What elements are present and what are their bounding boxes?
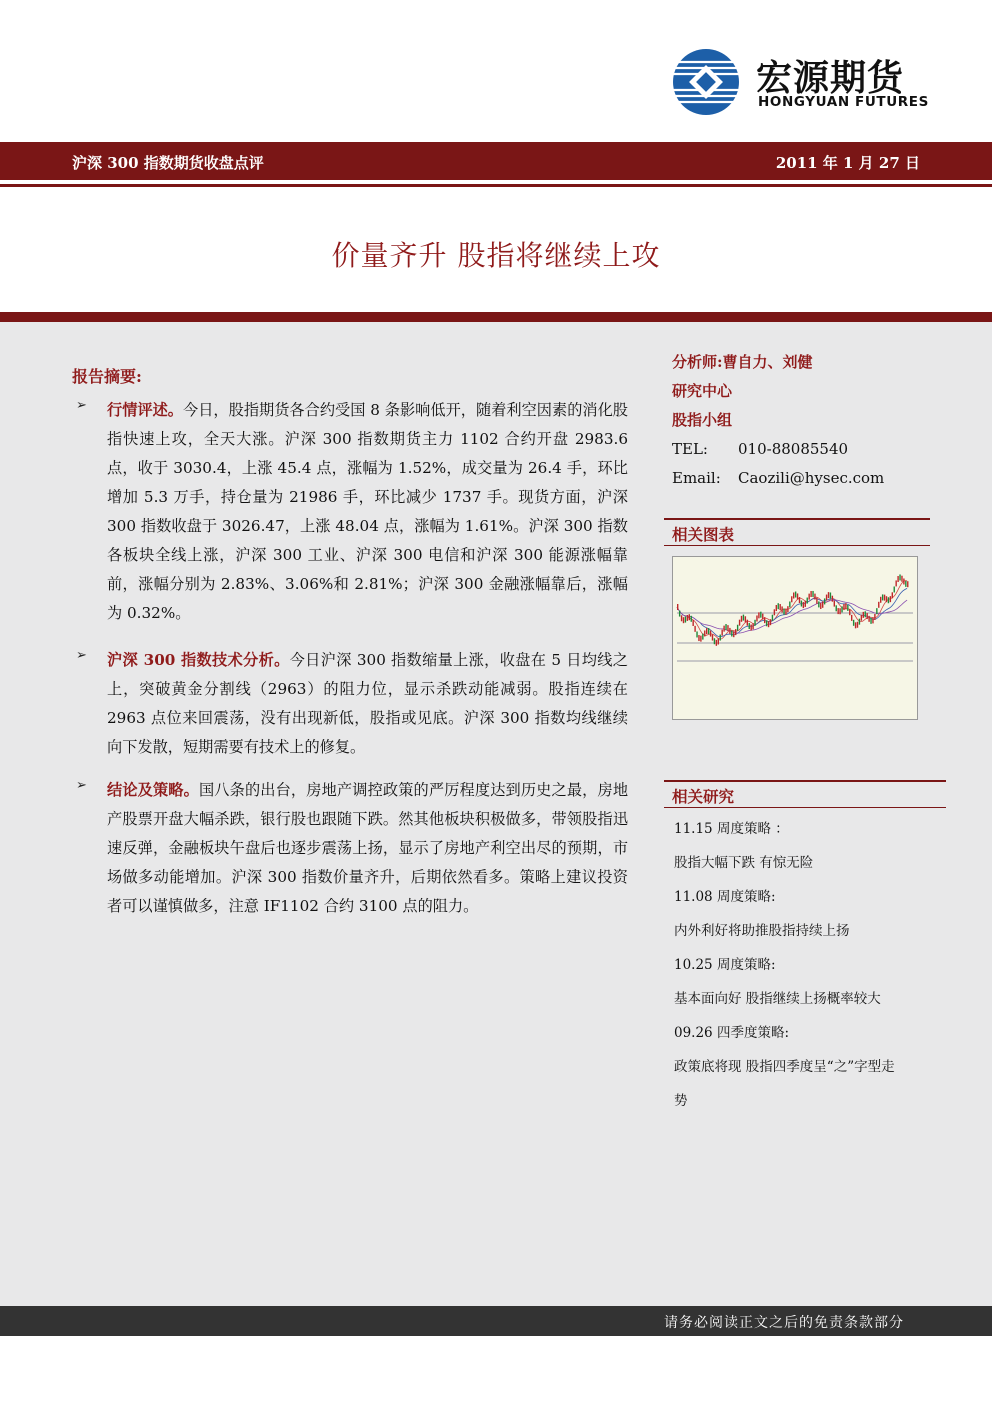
- candlestick: [884, 595, 885, 601]
- candlestick: [795, 592, 796, 598]
- paragraph-body: 今日，股指期货各合约受国 8 条影响低开，随着利空因素的消化股指快速上攻，全天大涨。沪深 300 指数期货主力 1102 合约开盘 2983.6 点，收于 3030.4，上涨 45.4 点，涨幅为 1.52%，成交量为 26.4 手，环比增加 5.3 万手，持仓量为 21986 手，环比减少 1737 手。现货方面，沪深 300 指数收盘于 3026.47，上涨 48.04 点，涨幅为 1.61%。沪深 300 指数各板块全线上涨，沪深 300 工业、沪深 300 电信和沪深 300 能源涨幅靠前，涨幅分别为 2.83%、3.06%和 2.81%；沪深 300 金融涨幅靠后，涨幅为 0.32%。: [107, 401, 628, 622]
- candlestick: [878, 602, 879, 608]
- candlestick: [803, 602, 804, 608]
- candlestick: [768, 621, 769, 627]
- candlestick: [772, 615, 773, 621]
- summary-paragraph-strategy: [76, 776, 628, 921]
- candlestick: [737, 625, 738, 631]
- candlestick: [826, 595, 827, 601]
- candlestick: [888, 597, 889, 603]
- candlestick: [752, 623, 753, 629]
- candlestick: [725, 624, 726, 630]
- candlestick: [727, 625, 728, 631]
- candlestick: [895, 580, 896, 586]
- candlestick: [789, 601, 790, 607]
- tel-label: TEL:: [672, 440, 708, 458]
- candlestick: [805, 601, 806, 607]
- candlestick: [828, 592, 829, 598]
- candlestick: [839, 608, 840, 614]
- content-top-border: [0, 312, 992, 322]
- paragraph-body: 今日沪深 300 指数缩量上涨，收盘在 5 日均线之上，突破黄金分割线（2963）的阻力位，显示杀跌动能减弱。股指连续在 2963 点位来回震荡，没有出现新低，股指或见底。沪深 300 指数均线继续向下发散，短期需要有技术上的修复。: [107, 651, 628, 756]
- summary-paragraph-technical: [76, 646, 628, 762]
- related-research-list: [674, 812, 946, 1118]
- analyst-names: 分析师:曹自力、刘健: [672, 353, 813, 371]
- candlestick: [783, 609, 784, 615]
- candlestick: [808, 594, 809, 600]
- candlestick: [721, 630, 722, 636]
- candlestick: [894, 586, 895, 592]
- summary-paragraph-market: [76, 396, 628, 628]
- candlestick: [874, 614, 875, 620]
- candlestick: [845, 603, 846, 609]
- candlestick: [890, 596, 891, 602]
- page-title: 价量齐升 股指将继续上攻: [331, 239, 661, 272]
- candlestick: [692, 620, 693, 626]
- candlestick: [779, 604, 780, 610]
- candlestick: [868, 616, 869, 622]
- candlestick: [836, 605, 837, 611]
- research-item[interactable]: 09.26 四季度策略:: [674, 1025, 789, 1041]
- candlestick: [735, 629, 736, 635]
- candlestick: [810, 591, 811, 597]
- research-item[interactable]: 股指大幅下跌 有惊无险: [674, 855, 814, 871]
- candlestick: [886, 596, 887, 602]
- candlestick: [743, 615, 744, 621]
- candlestick: [897, 576, 898, 582]
- header-divider: [0, 184, 992, 187]
- paragraph-text: [107, 776, 628, 921]
- candlestick: [750, 625, 751, 631]
- candlestick: [882, 594, 883, 600]
- candlestick: [729, 628, 730, 634]
- email-value[interactable]: Caozili@hysec.com: [738, 469, 885, 487]
- research-item[interactable]: 政策底将现 股指四季度呈“之”字型走: [674, 1059, 895, 1075]
- candlestick: [901, 576, 902, 582]
- research-item[interactable]: 11.08 周度策略:: [674, 889, 776, 905]
- paragraph-lead: 结论及策略。: [107, 781, 199, 799]
- candlestick: [847, 605, 848, 611]
- candlestick: [766, 620, 767, 626]
- candlestick: [872, 617, 873, 623]
- candlestick: [685, 617, 686, 623]
- candlestick: [814, 594, 815, 600]
- candlestick: [907, 581, 908, 587]
- paragraph-text: [107, 646, 628, 762]
- research-item[interactable]: 势: [674, 1093, 688, 1109]
- candlestick: [859, 619, 860, 625]
- candlestick: [739, 620, 740, 626]
- candlestick: [853, 620, 854, 626]
- candlestick: [832, 596, 833, 602]
- bullet-arrow-icon: ➢: [76, 398, 87, 413]
- paragraph-body: 国八条的出台，房地产调控政策的严厉程度达到历史之最，房地产股票开盘大幅杀跌，银行股也跟随下跌。然其他板块积极做多，带领股指迅速反弹，金融板块午盘后也逐步震荡上扬，显示了房地产利空出尽的预期，市场做多动能增加。沪深 300 指数价量齐升，后期依然看多。策略上建议投资者可以谨慎做多，注意 IF1102 合约 3100 点的阻力。: [107, 781, 629, 915]
- candlestick: [723, 626, 724, 632]
- candlestick: [818, 601, 819, 607]
- analyst-dept: 研究中心: [672, 382, 733, 400]
- candlestick: [849, 609, 850, 615]
- candlestick: [681, 615, 682, 621]
- candlestick: [741, 616, 742, 622]
- related-chart-title: 相关图表: [672, 525, 735, 544]
- candlestick: [776, 605, 777, 611]
- candlestick: [758, 612, 759, 618]
- candlestick: [785, 609, 786, 615]
- candlestick: [863, 612, 864, 618]
- analyst-email: [672, 464, 932, 493]
- bullet-arrow-icon: ➢: [76, 648, 87, 663]
- paragraph-lead: 沪深 300 指数技术分析。: [107, 651, 290, 669]
- candlestick: [762, 614, 763, 620]
- candlestick: [683, 617, 684, 623]
- candlestick: [714, 638, 715, 644]
- bullet-arrow-icon: ➢: [76, 778, 87, 793]
- candlestick: [700, 636, 701, 642]
- candlestick: [691, 616, 692, 622]
- candlestick: [781, 606, 782, 612]
- candlestick: [698, 635, 699, 641]
- candlestick: [710, 631, 711, 637]
- candlestick: [764, 617, 765, 623]
- candlestick: [843, 604, 844, 610]
- candlestick: [799, 597, 800, 603]
- candlestick: [696, 631, 697, 637]
- candlestick: [712, 635, 713, 641]
- company-logo: [672, 48, 929, 118]
- candlestick: [841, 606, 842, 612]
- candlestick: [812, 591, 813, 597]
- analyst-tel: [672, 435, 932, 464]
- candlestick: [704, 630, 705, 636]
- candlestick: [822, 602, 823, 608]
- candlestick: [778, 603, 779, 609]
- report-type: 沪深 300 指数期货收盘点评: [72, 154, 264, 172]
- paragraph-lead: 行情评述。: [107, 401, 184, 419]
- candlestick: [720, 635, 721, 641]
- header-band: [0, 142, 992, 180]
- candlestick: [702, 634, 703, 640]
- candlestick: [747, 620, 748, 626]
- candlestick: [733, 631, 734, 637]
- candlestick: [754, 620, 755, 626]
- candlestick: [892, 592, 893, 598]
- footer-disclaimer: 请务必阅读正文之后的免责条款部分: [664, 1315, 904, 1331]
- research-item[interactable]: 基本面向好 股指继续上扬概率较大: [674, 991, 881, 1007]
- candlestick: [834, 601, 835, 607]
- report-date: 2011 年 1 月 27 日: [775, 154, 920, 172]
- candlestick: [689, 614, 690, 620]
- moving-average-line: [677, 600, 907, 633]
- research-item[interactable]: 内外利好将助推股指持续上扬: [674, 923, 850, 939]
- candlestick: [801, 601, 802, 607]
- candlestick: [791, 596, 792, 602]
- candlestick: [694, 626, 695, 632]
- candlestick: [880, 597, 881, 603]
- candlestick: [820, 603, 821, 609]
- candlestick: [756, 615, 757, 621]
- footer-band: [0, 1306, 992, 1336]
- candlestick: [687, 615, 688, 621]
- candlestick: [857, 622, 858, 628]
- candlestick-chart-image: [673, 557, 917, 719]
- research-item[interactable]: 11.15 周度策略 ：: [674, 821, 789, 837]
- candlestick: [731, 630, 732, 636]
- candlestick: [749, 623, 750, 629]
- candlestick: [830, 592, 831, 598]
- candlestick: [760, 612, 761, 618]
- candlestick: [903, 578, 904, 584]
- candlestick: [816, 598, 817, 604]
- candlestick: [865, 611, 866, 617]
- analyst-info: [672, 348, 932, 493]
- research-item[interactable]: 10.25 周度策略:: [674, 957, 776, 973]
- brand-name-cn: 宏源期货: [756, 58, 905, 99]
- candlestick: [679, 611, 680, 617]
- analyst-group: 股指小组: [672, 411, 733, 429]
- candlestick: [855, 622, 856, 628]
- paragraph-text: [107, 396, 628, 628]
- related-research-title: 相关研究: [672, 787, 735, 806]
- candlestick: [774, 609, 775, 615]
- candlestick: [851, 615, 852, 621]
- candlestick: [797, 593, 798, 599]
- candlestick: [770, 619, 771, 625]
- brand-name-en: HONGYUAN FUTURES: [758, 94, 929, 110]
- candlestick: [793, 593, 794, 599]
- candlestick: [807, 598, 808, 604]
- candlestick: [861, 615, 862, 621]
- hongyuan-logo-icon: [672, 48, 740, 116]
- candlestick: [876, 608, 877, 614]
- related-chart-header: [664, 518, 930, 546]
- candlestick: [837, 608, 838, 614]
- candlestick: [870, 618, 871, 624]
- candlestick: [905, 581, 906, 587]
- email-label: Email:: [672, 469, 721, 487]
- candlestick: [824, 598, 825, 604]
- candlestick: [745, 616, 746, 622]
- candlestick: [716, 640, 717, 646]
- candlestick: [677, 604, 678, 610]
- candlestick: [899, 574, 900, 580]
- candlestick: [706, 628, 707, 634]
- tel-value: 010-88085540: [738, 440, 849, 458]
- candlestick: [708, 628, 709, 634]
- candlestick: [787, 606, 788, 612]
- candlestick: [866, 613, 867, 619]
- summary-label: 报告摘要:: [72, 367, 142, 386]
- related-chart-thumbnail: [672, 556, 918, 720]
- candlestick: [718, 638, 719, 644]
- related-research-header: [664, 780, 946, 808]
